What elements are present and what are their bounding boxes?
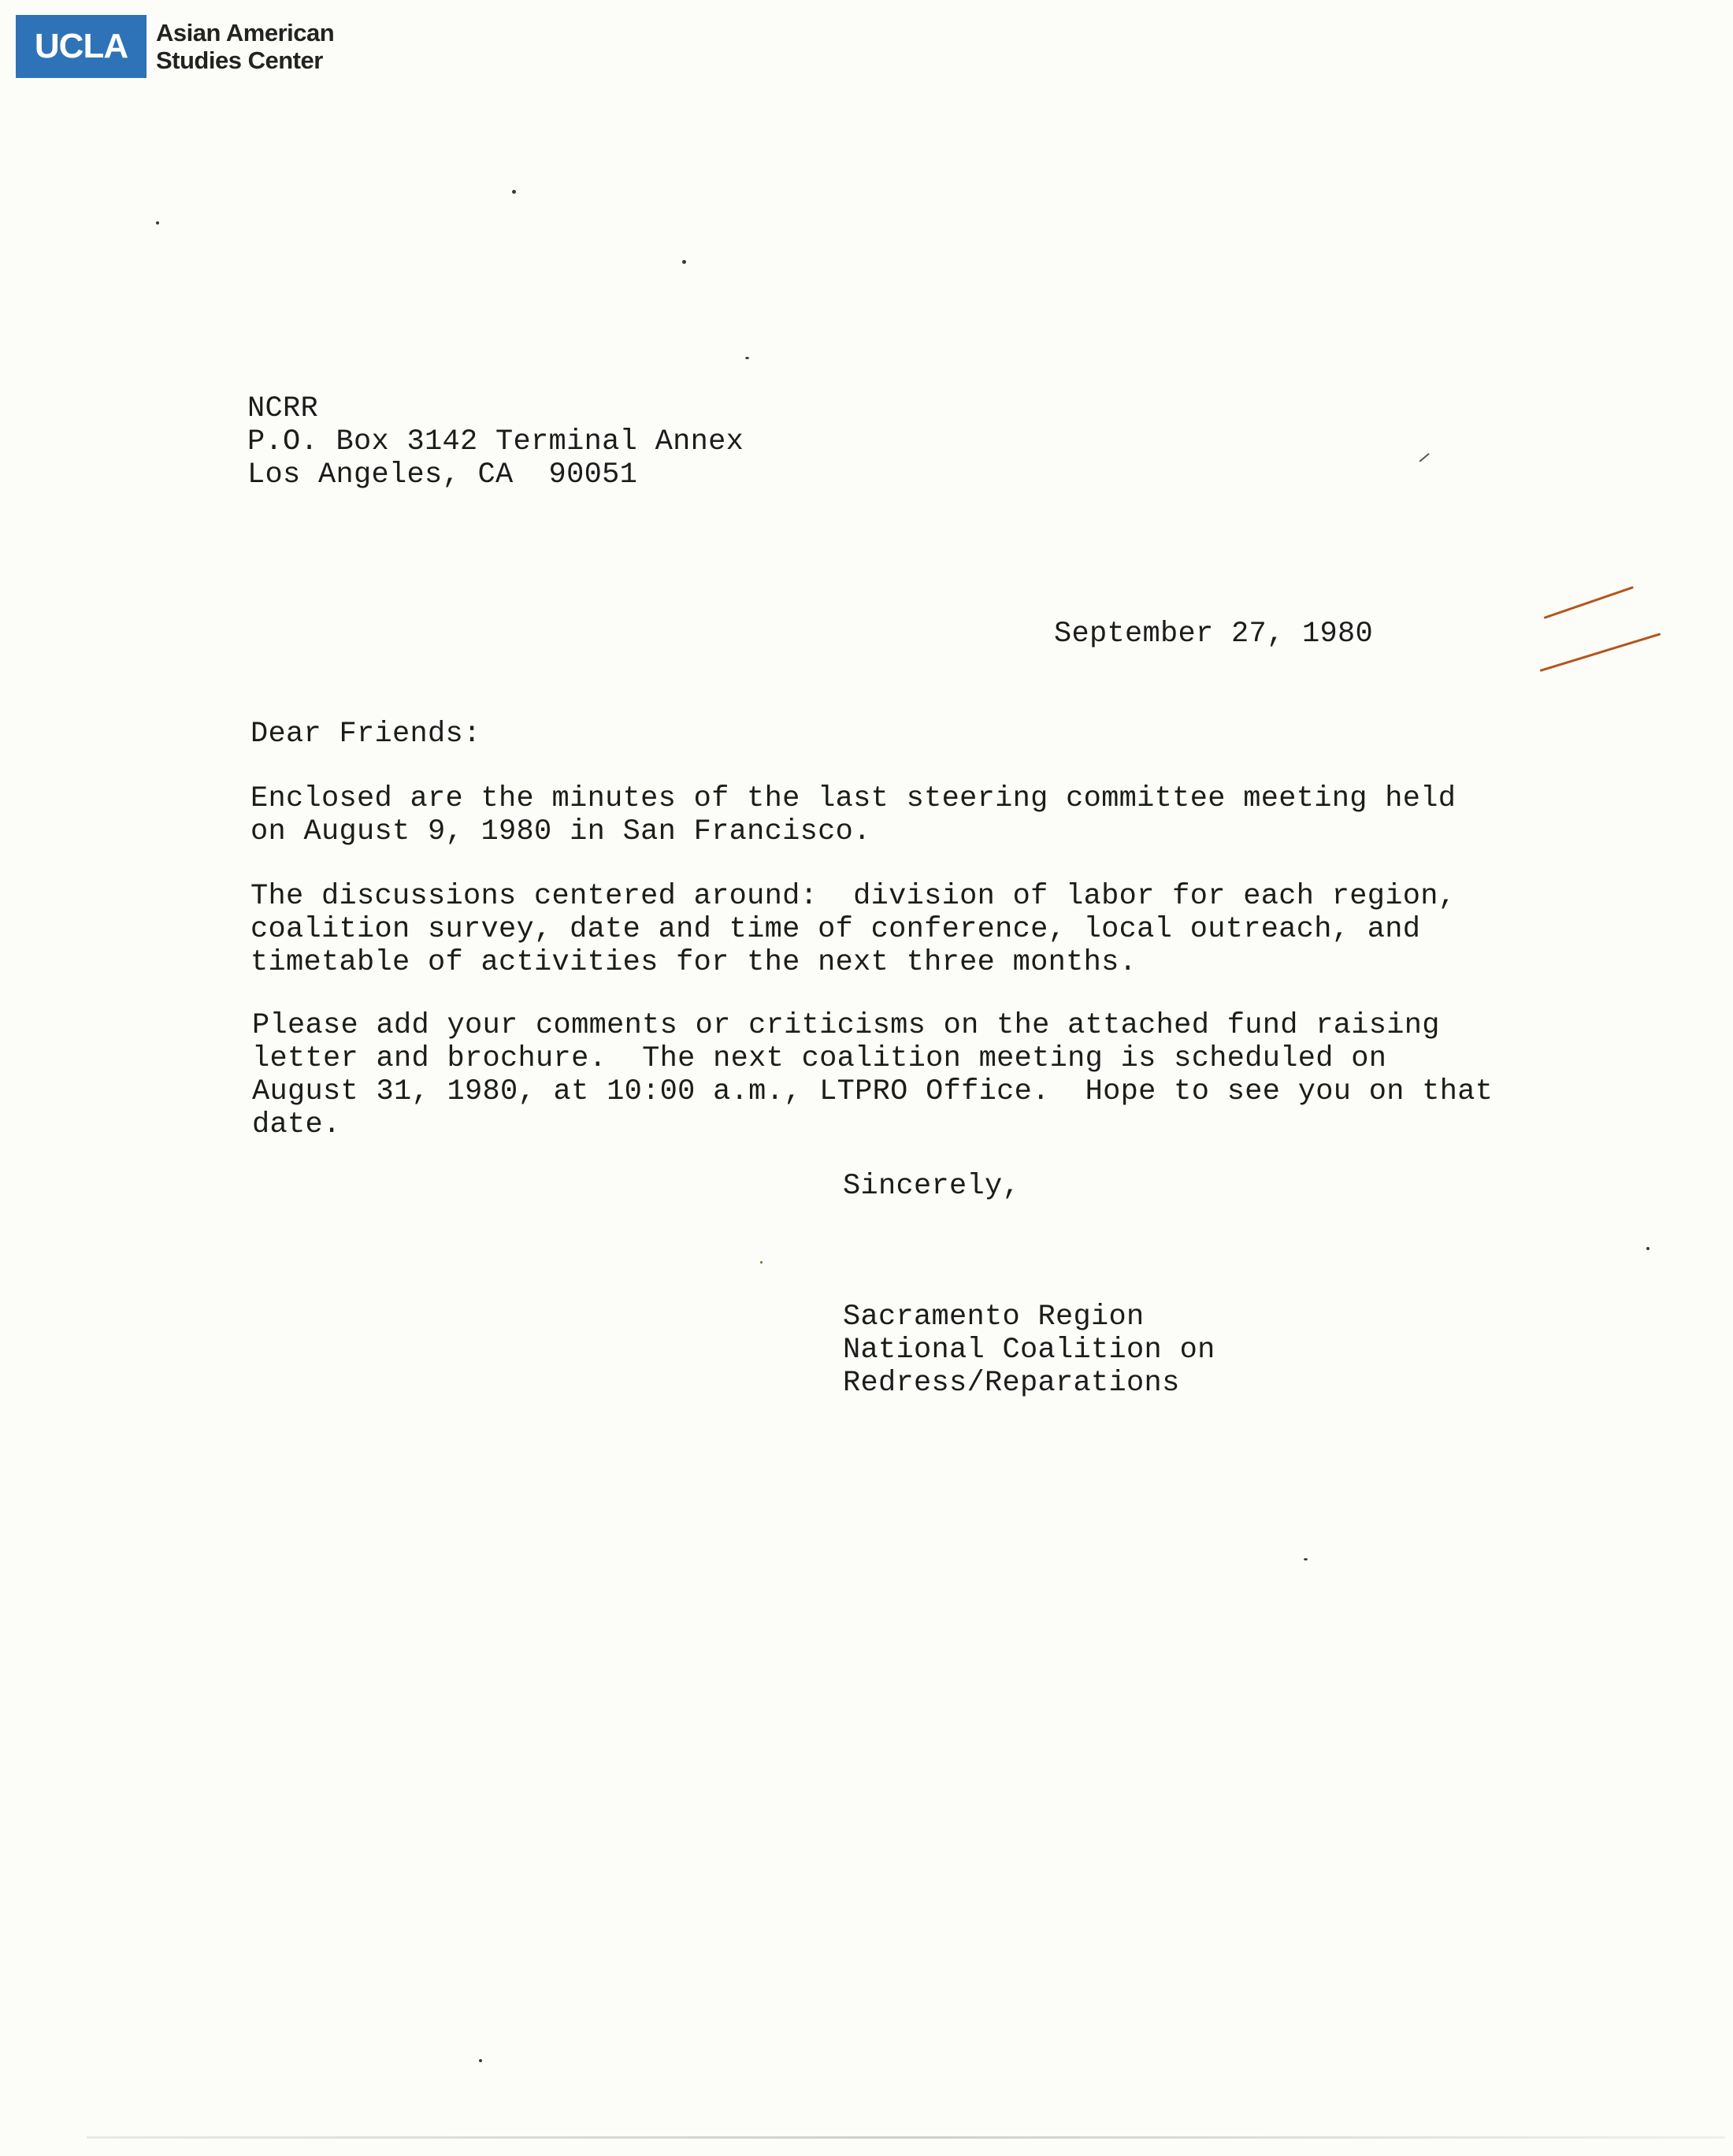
- signature-block: [843, 1301, 1215, 1400]
- paper-speck: [760, 1261, 763, 1264]
- paper-speck: [512, 190, 516, 194]
- paragraph-line: date.: [252, 1108, 341, 1141]
- paragraph-line: on August 9, 1980 in San Francisco.: [250, 815, 871, 848]
- paragraph-3: [252, 1009, 1493, 1141]
- paragraph-line: August 31, 1980, at 10:00 a.m., LTPRO Office. Hope to see you on that: [252, 1075, 1494, 1108]
- paper-speck: [1304, 1558, 1308, 1560]
- logo-badge: UCLA: [16, 15, 147, 78]
- paragraph-line: The discussions centered around: division of labor for each region,: [250, 880, 1457, 913]
- address-city: Los Angeles, CA 90051: [247, 458, 638, 492]
- paper-speck: [156, 221, 159, 225]
- closing: Sincerely,: [843, 1170, 1021, 1203]
- address-name: NCRR: [247, 392, 319, 425]
- letter-date: September 27, 1980: [1054, 618, 1374, 651]
- paragraph-line: Enclosed are the minutes of the last steering committee meeting held: [250, 782, 1457, 815]
- ucla-logo: [16, 15, 334, 78]
- paper-speck: [745, 357, 749, 359]
- paragraph-line: Please add your comments or criticisms on the attached fund raising: [252, 1009, 1440, 1042]
- paragraph-line: timetable of activities for the next three months.: [250, 946, 1137, 979]
- signature-line: Redress/Reparations: [843, 1367, 1180, 1400]
- paragraph-line: letter and brochure. The next coalition meeting is scheduled on: [252, 1042, 1387, 1075]
- paragraph-2: [250, 880, 1456, 979]
- paper-speck: [682, 260, 686, 264]
- paragraph-1: [250, 782, 1456, 848]
- address-street: P.O. Box 3142 Terminal Annex: [247, 425, 744, 458]
- paragraph-line: coalition survey, date and time of conference, local outreach, and: [250, 913, 1421, 946]
- logo-line-1: Asian American: [156, 19, 335, 46]
- logo-text: [156, 19, 334, 74]
- recipient-address: [247, 392, 744, 492]
- salutation: Dear Friends:: [250, 718, 481, 751]
- paper-speck: [1646, 1247, 1650, 1250]
- page-edge: [87, 2136, 1725, 2139]
- signature-line: National Coalition on: [843, 1334, 1215, 1367]
- signature-line: Sacramento Region: [843, 1301, 1145, 1334]
- logo-line-2: Studies Center: [156, 46, 323, 74]
- paper-speck: [479, 2059, 482, 2062]
